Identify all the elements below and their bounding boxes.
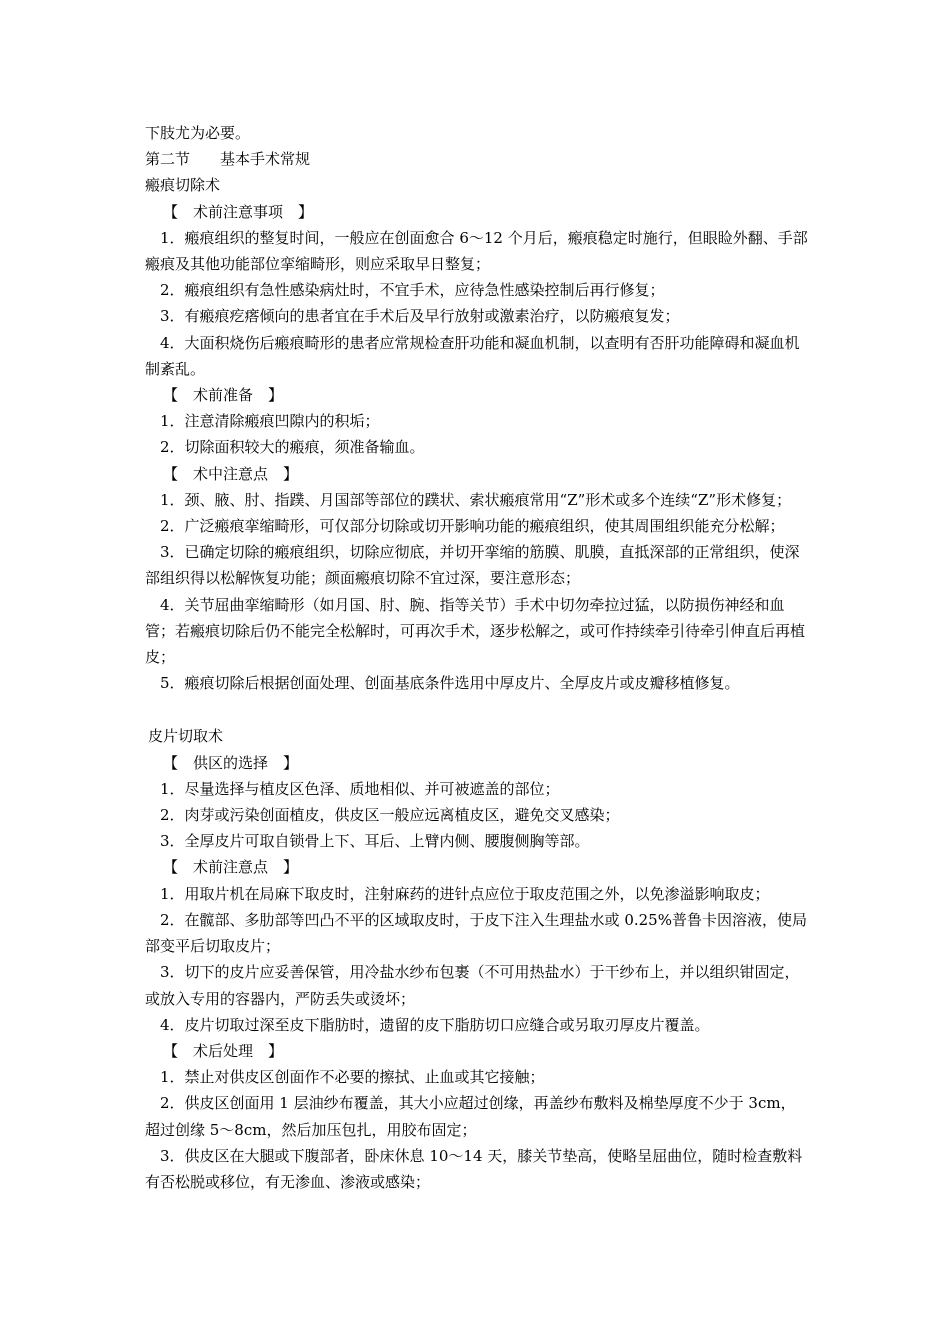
skin-preop-item: 3．切下的皮片应妥善保管，用冷盐水纱布包裹（不可用热盐水）于干纱布上，并以组织钳固定，或放入专用的容器内，严防丢失或烫坏； (145, 963, 800, 1008)
skin-graft-title: 皮片切取术 (148, 727, 224, 746)
skin-preop-heading: 【 术前注意点 】 (163, 858, 299, 877)
skin-preop-item: 2．在髋部、多肋部等凹凸不平的区域取皮时，于皮下注入生理盐水或 0.25%普鲁卡因溶液，使局部变平后切取皮片； (145, 910, 807, 956)
scar-excision-title: 瘢痕切除术 (145, 176, 221, 195)
scar-prep-heading: 【 术前准备 】 (163, 386, 284, 405)
skin-donor-item: 3．全厚皮片可取自锁骨上下、耳后、上臂内侧、腰腹侧胸等部。 (160, 832, 590, 851)
skin-postop-item: 1．禁止对供皮区创面作不必要的擦拭、止血或其它接触； (160, 1068, 545, 1087)
skin-preop-item: 1．用取片机在局麻下取皮时，注射麻药的进针点应位于取皮范围之外，以免渗溢影响取皮； (160, 884, 770, 903)
section-title: 第二节 基本手术常规 (145, 150, 311, 169)
scar-preop-heading: 【 术前注意事项 】 (163, 202, 314, 221)
scar-prep-item: 1．注意清除瘢痕凹隙内的积垢； (160, 412, 380, 431)
scar-intra-item: 5．瘢痕切除后根据创面处理、创面基底条件选用中厚皮片、全厚皮片或皮瓣移植修复。 (160, 674, 740, 693)
scar-preop-item: 1．瘢痕组织的整复时间，一般应在创面愈合 6～12 个月后，瘢痕稳定时施行，但眼睑外翻、手部瘢痕及其他功能部位挛缩畸形，则应采取早日整复； (145, 228, 808, 274)
intro-text: 下肢尤为必要。 (145, 124, 251, 142)
section-spacer (145, 696, 810, 723)
skin-preop-item: 4．皮片切取过深至皮下脂肪时，遗留的皮下脂肪切口应缝合或另取刃厚皮片覆盖。 (160, 1015, 710, 1034)
scar-intra-item: 1．颈、腋、肘、指蹼、月国部等部位的蹼状、索状瘢痕常用“Z”形术或多个连续“Z”形术修复； (160, 490, 792, 509)
scar-intra-heading: 【 术中注意点 】 (163, 464, 299, 483)
document-page (145, 120, 810, 1195)
skin-postop-heading: 【 术后处理 】 (163, 1041, 284, 1060)
scar-intra-item: 2．广泛瘢痕挛缩畸形，可仅部分切除或切开影响功能的瘢痕组织，使其周围组织能充分松解； (160, 517, 785, 536)
skin-postop-item: 3．供皮区在大腿或下腹部者，卧床休息 10～14 天，膝关节垫高，使略呈屈曲位，随时检查敷料有否松脱或移位，有无渗血、渗液或感染； (145, 1146, 803, 1191)
scar-preop-item: 2．瘢痕组织有急性感染病灶时，不宜手术，应待急性感染控制后再行修复； (160, 281, 665, 300)
scar-prep-item: 2．切除面积较大的瘢痕，须准备输血。 (160, 438, 425, 457)
skin-donor-item: 2．肉芽或污染创面植皮，供皮区一般应远离植皮区，避免交叉感染； (160, 806, 620, 825)
skin-postop-item: 2．供皮区创面用 1 层油纱布覆盖，其大小应超过创缘，再盖纱布敷料及棉垫厚度不少于 3cm，超过创缘 5～8cm，然后加压包扎，用胶布固定； (145, 1094, 796, 1139)
scar-intra-item: 3．已确定切除的瘢痕组织，切除应彻底，并切开挛缩的筋膜、肌膜，直抵深部的正常组织，使深部组织得以松解恢复功能；颜面瘢痕切除不宜过深，要注意形态； (145, 543, 800, 588)
skin-donor-heading: 【 供区的选择 】 (163, 753, 299, 772)
scar-intra-item: 4．关节屈曲挛缩畸形（如月国、肘、腕、指等关节）手术中切勿牵拉过猛，以防损伤神经和血管；若瘢痕切除后仍不能完全松解时，可再次手术，逐步松解之，或可作持续牵引待牵引伸直后再植皮； (145, 595, 806, 667)
scar-preop-item: 4．大面积烧伤后瘢痕畸形的患者应常规检查肝功能和凝血机制，以查明有否肝功能障碍和凝血机制紊乱。 (145, 333, 800, 378)
skin-donor-item: 1．尽量选择与植皮区色泽、质地相似、并可被遮盖的部位； (160, 779, 560, 798)
scar-preop-item: 3．有瘢痕疙瘩倾向的患者宜在手术后及早行放射或激素治疗，以防瘢痕复发； (160, 307, 680, 326)
